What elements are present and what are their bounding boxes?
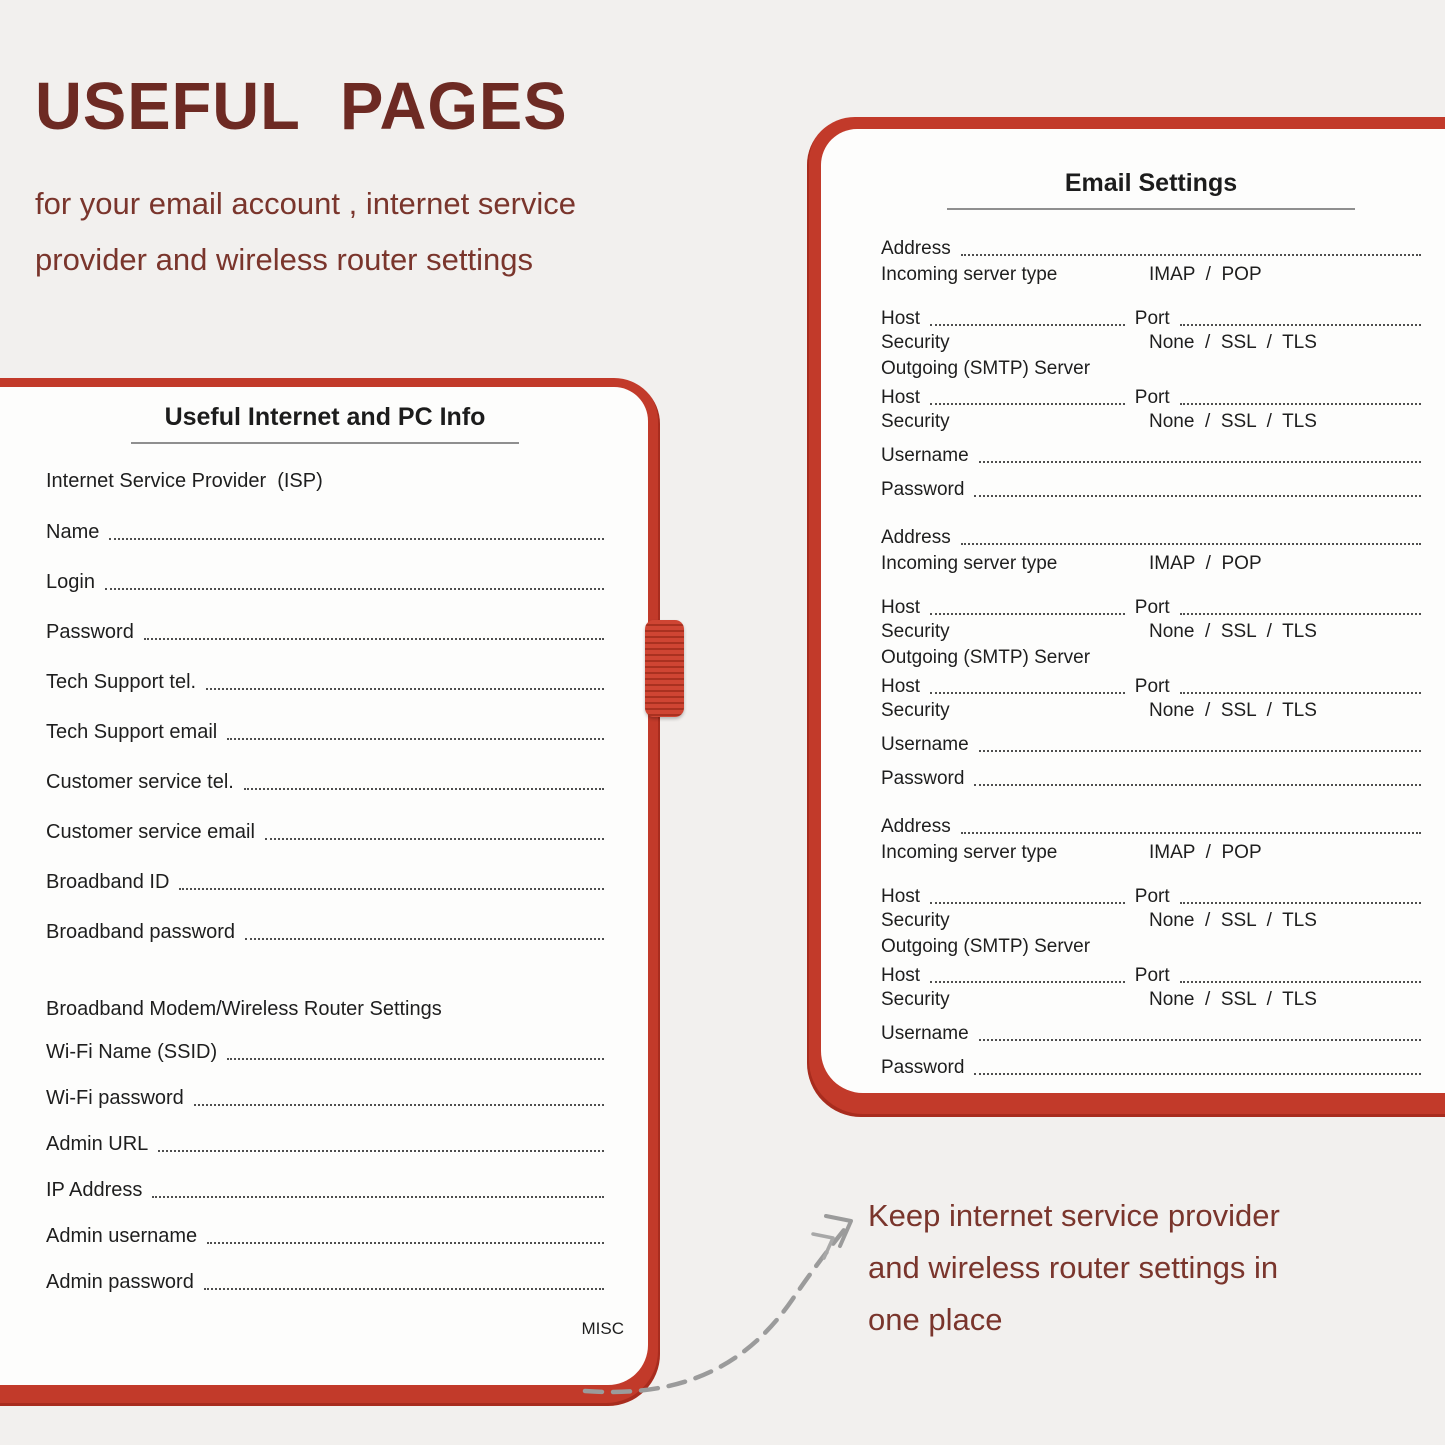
dotted-line <box>109 538 604 540</box>
dotted-line <box>979 1039 1421 1041</box>
dotted-line <box>1180 981 1421 983</box>
security-row <box>881 332 1421 356</box>
host-port-row <box>881 595 1421 619</box>
port-cell <box>1125 884 1421 908</box>
field-label: Port <box>1134 886 1170 907</box>
field-label: Username <box>881 1023 969 1044</box>
field-label: Customer service tel. <box>46 771 234 793</box>
dotted-line <box>158 1150 604 1152</box>
security-row <box>881 621 1421 645</box>
field-row <box>881 1055 1421 1079</box>
dotted-line <box>961 832 1421 834</box>
field-row <box>881 443 1421 467</box>
dotted-line <box>265 838 604 840</box>
field-row <box>881 814 1421 838</box>
caption-line: and wireless router settings in <box>868 1250 1279 1285</box>
caption <box>868 1190 1388 1346</box>
dotted-line <box>152 1196 604 1198</box>
field-row <box>881 1021 1421 1045</box>
dotted-line <box>1180 692 1421 694</box>
email-settings-content <box>821 129 1445 1079</box>
dotted-line <box>1180 613 1421 615</box>
internet-info-title: Useful Internet and PC Info <box>164 403 486 431</box>
title-underline <box>947 208 1355 210</box>
field-label: Password <box>46 621 134 643</box>
dotted-line <box>930 981 1125 983</box>
field-label: IP Address <box>46 1179 143 1201</box>
field-label: Port <box>1134 676 1170 697</box>
dotted-line <box>1180 324 1421 326</box>
field-row <box>46 718 604 744</box>
field-label: Host <box>881 886 921 907</box>
dotted-line <box>961 254 1421 256</box>
field-label: Host <box>881 676 921 697</box>
dotted-line <box>930 403 1125 405</box>
field-label: Admin URL <box>46 1133 149 1155</box>
dotted-line <box>245 938 604 940</box>
dotted-line <box>244 788 604 790</box>
field-options: None / SSL / TLS <box>1149 910 1317 931</box>
host-port-row <box>881 674 1421 698</box>
page-title: USEFUL PAGES <box>35 69 568 144</box>
field-options: IMAP / POP <box>1149 264 1262 285</box>
host-port-row <box>881 306 1421 330</box>
field-row <box>46 1176 604 1202</box>
host-cell <box>881 674 1125 698</box>
field-label: Broadband ID <box>46 871 170 893</box>
dotted-line <box>930 692 1125 694</box>
page-subtitle <box>35 176 715 288</box>
incoming-server-row <box>881 264 1421 288</box>
field-label: Password <box>881 768 965 789</box>
field-label: Security <box>881 989 950 1010</box>
field-options: None / SSL / TLS <box>1149 411 1317 432</box>
dotted-line <box>930 902 1125 904</box>
field-label: Security <box>881 332 950 353</box>
field-label: Security <box>881 700 950 721</box>
host-port-row <box>881 963 1421 987</box>
field-row <box>46 1084 604 1110</box>
notebook-email-settings <box>807 117 1445 1117</box>
dotted-line <box>961 543 1421 545</box>
isp-fields <box>46 518 604 944</box>
email-account-block <box>881 236 1421 501</box>
field-label: Wi-Fi password <box>46 1087 184 1109</box>
security-row <box>881 411 1421 435</box>
incoming-server-row <box>881 842 1421 866</box>
field-row <box>46 668 604 694</box>
field-label: Incoming server type <box>881 264 1058 285</box>
caption-line: one place <box>868 1302 1003 1337</box>
port-cell <box>1125 674 1421 698</box>
field-row <box>46 568 604 594</box>
internet-info-page <box>0 387 648 1385</box>
dotted-line <box>979 461 1421 463</box>
host-port-row <box>881 884 1421 908</box>
field-label: Address <box>881 816 951 837</box>
header <box>35 69 715 288</box>
dotted-line <box>144 638 604 640</box>
outgoing-server-heading: Outgoing (SMTP) Server <box>881 647 1091 668</box>
isp-section-heading: Internet Service Provider (ISP) <box>46 470 323 492</box>
field-row <box>881 525 1421 549</box>
field-label: Admin password <box>46 1271 194 1293</box>
field-label: Port <box>1134 308 1170 329</box>
field-label: Wi-Fi Name (SSID) <box>46 1041 218 1063</box>
email-settings-page <box>821 129 1445 1093</box>
dotted-line <box>206 688 604 690</box>
email-account-blocks <box>881 236 1421 1079</box>
field-label: Customer service email <box>46 821 255 843</box>
dotted-line <box>974 784 1421 786</box>
field-label: Port <box>1134 965 1170 986</box>
notebook-internet-info <box>0 378 660 1406</box>
incoming-server-row <box>881 553 1421 577</box>
field-row <box>46 768 604 794</box>
field-label: Port <box>1134 387 1170 408</box>
email-settings-title: Email Settings <box>1064 169 1238 197</box>
host-cell <box>881 306 1125 330</box>
field-label: Port <box>1134 597 1170 618</box>
router-fields <box>46 1038 604 1294</box>
dotted-line <box>930 324 1125 326</box>
field-row <box>46 1038 604 1064</box>
dotted-line <box>227 1058 604 1060</box>
host-cell <box>881 385 1125 409</box>
security-row <box>881 910 1421 934</box>
field-options: IMAP / POP <box>1149 842 1262 863</box>
dotted-line <box>1180 902 1421 904</box>
field-label: Security <box>881 621 950 642</box>
port-cell <box>1125 963 1421 987</box>
outgoing-server-heading: Outgoing (SMTP) Server <box>881 936 1091 957</box>
misc-tab-label: MISC <box>581 1319 624 1338</box>
host-cell <box>881 595 1125 619</box>
field-options: None / SSL / TLS <box>1149 700 1317 721</box>
field-row <box>46 518 604 544</box>
dotted-line <box>974 495 1421 497</box>
field-label: Host <box>881 308 921 329</box>
caption-line: Keep internet service provider <box>868 1198 1280 1233</box>
field-row <box>46 918 604 944</box>
port-cell <box>1125 595 1421 619</box>
field-label: Broadband password <box>46 921 236 943</box>
field-row <box>881 477 1421 501</box>
field-options: IMAP / POP <box>1149 553 1262 574</box>
field-row <box>881 732 1421 756</box>
dotted-line <box>979 750 1421 752</box>
field-label: Username <box>881 445 969 466</box>
field-row <box>46 1130 604 1156</box>
dotted-line <box>207 1242 604 1244</box>
field-label: Password <box>881 479 965 500</box>
field-row <box>881 766 1421 790</box>
router-section-heading: Broadband Modem/Wireless Router Settings <box>46 998 442 1020</box>
field-label: Host <box>881 597 921 618</box>
field-row <box>46 1268 604 1294</box>
field-label: Address <box>881 238 951 259</box>
field-label: Name <box>46 521 100 543</box>
port-cell <box>1125 385 1421 409</box>
field-label: Password <box>881 1057 965 1078</box>
field-label: Security <box>881 910 950 931</box>
dotted-line <box>974 1073 1421 1075</box>
field-label: Address <box>881 527 951 548</box>
field-row <box>46 868 604 894</box>
field-label: Tech Support tel. <box>46 671 197 693</box>
dotted-line <box>179 888 604 890</box>
field-options: None / SSL / TLS <box>1149 989 1317 1010</box>
field-label: Host <box>881 387 921 408</box>
field-row <box>46 1222 604 1248</box>
security-row <box>881 989 1421 1013</box>
title-underline <box>131 442 519 444</box>
host-cell <box>881 963 1125 987</box>
pen-loop <box>645 620 684 717</box>
field-label: Incoming server type <box>881 553 1058 574</box>
field-label: Login <box>46 571 95 593</box>
email-account-block <box>881 814 1421 1079</box>
dotted-line <box>194 1104 604 1106</box>
field-label: Host <box>881 965 921 986</box>
field-label: Admin username <box>46 1225 198 1247</box>
host-cell <box>881 884 1125 908</box>
field-label: Tech Support email <box>46 721 218 743</box>
field-row <box>46 618 604 644</box>
field-options: None / SSL / TLS <box>1149 621 1317 642</box>
field-label: Incoming server type <box>881 842 1058 863</box>
dotted-line <box>105 588 604 590</box>
dotted-line <box>930 613 1125 615</box>
dotted-line <box>204 1288 604 1290</box>
field-label: Username <box>881 734 969 755</box>
field-row <box>46 818 604 844</box>
field-row <box>881 236 1421 260</box>
outgoing-server-heading: Outgoing (SMTP) Server <box>881 358 1091 379</box>
email-account-block <box>881 525 1421 790</box>
dotted-line <box>227 738 604 740</box>
dotted-line <box>1180 403 1421 405</box>
security-row <box>881 700 1421 724</box>
field-label: Security <box>881 411 950 432</box>
field-options: None / SSL / TLS <box>1149 332 1317 353</box>
host-port-row <box>881 385 1421 409</box>
port-cell <box>1125 306 1421 330</box>
subtitle-line: provider and wireless router settings <box>35 242 533 278</box>
subtitle-line: for your email account , internet service <box>35 186 577 222</box>
internet-info-content <box>0 387 648 1294</box>
